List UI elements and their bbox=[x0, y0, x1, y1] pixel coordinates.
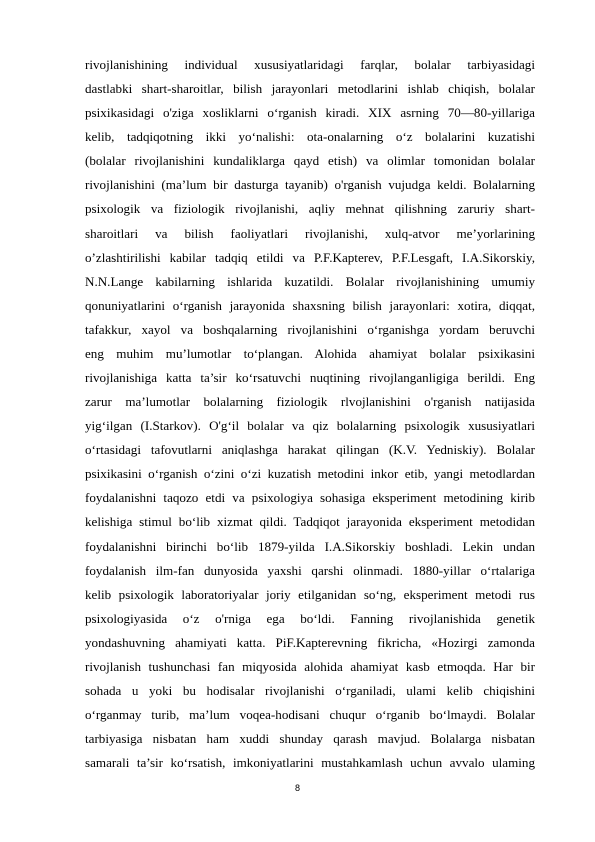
text-line: foydalanishni birinchi bo‘lib 1879-yilda I.A.Sikorskiy boshladi. Lekin undan bbox=[85, 538, 535, 554]
text-line: eng muhim mu’lumotlar to‘plangan. Alohida ahamiyat bolalar psixikasini bbox=[85, 345, 535, 361]
text-line: qonuniyatlarini o‘rganish jarayonida shaxsning bilish jarayonlari: xotira, diqqat, bbox=[85, 297, 535, 313]
text-line: foydalanishni taqozo etdi va psixologiya sohasiga eksperiment metodining kirib bbox=[85, 490, 535, 506]
text-line: kelishiga stimul bo‘lib xizmat qildi. Tadqiqot jarayonida eksperiment metodidan bbox=[85, 514, 535, 530]
body-text bbox=[85, 53, 535, 775]
text-line: rivojlanish tushunchasi fan miqyosida alohida ahamiyat kasb etmoqda. Har bir bbox=[85, 658, 535, 674]
text-line: samarali ta’sir ko‘rsatish, imkoniyatlarini mustahkamlash uchun avvalo ulaming bbox=[85, 755, 535, 771]
text-line: N.N.Lange kabilarning ishlarida kuzatildi. Bolalar rivojlanishining umumiy bbox=[85, 273, 535, 289]
text-line: (bolalar rivojlanishini kundaliklarga qayd etish) va olimlar tomonidan bolalar bbox=[85, 153, 535, 169]
text-line: dastlabki shart-sharoitlar, bilish jarayonlari metodlarini ishlab chiqish, bolalar bbox=[85, 81, 535, 97]
text-line: sharoitlari va bilish faoliyatlari rivojlanishi, xulq-atvor me’yorlarining bbox=[85, 225, 535, 241]
text-line: rivojlanishini (ma’lum bir dasturga tayanib) o'rganish vujudga keldi. Bolalarning bbox=[85, 177, 535, 193]
page-number: 8 bbox=[294, 783, 300, 793]
text-line: kelib psixologik laboratoriyalar joriy etilganidan so‘ng, eksperiment metodi rus bbox=[85, 586, 535, 602]
text-line: rivojlanishining individual xususiyatlaridagi farqlar, bolalar tarbiyasidagi bbox=[85, 57, 535, 72]
text-line: yondashuvning ahamiyati katta. PiF.Kapterevning fikricha, «Hozirgi zamonda bbox=[85, 634, 535, 650]
text-line: psixikasini o‘rganish o‘zini o‘zi kuzatish metodini inkor etib, yangi metodlardan bbox=[85, 466, 535, 482]
text-line: psixikasidagi o'ziga xosliklarni o‘rganish kiradi. XIX asrning 70—80-yillariga bbox=[85, 105, 535, 121]
text-line: o’zlashtirilishi kabilar tadqiq etildi va P.F.Kapterev, P.F.Lesgaft, I.A.Sikorskiy, bbox=[85, 249, 535, 265]
text-line: o‘rtasidagi tafovutlarni aniqlashga harakat qilingan (K.V. Yedniskiy). Bolalar bbox=[85, 442, 535, 458]
text-line: zarur ma’lumotlar bolalarning fiziologik rlvojlanishini o'rganish natijasida bbox=[85, 394, 535, 410]
text-line: o‘rganmay turib, ma’lum voqea-hodisani chuqur o‘rganib bo‘lmaydi. Bolalar bbox=[85, 707, 535, 723]
text-line: psixologiyasida o‘z o'rniga ega bo‘ldi. Fanning rivojlanishida genetik bbox=[85, 610, 535, 626]
text-line: foydalanish ilm-fan dunyosida yaxshi qarshi olinmadi. 1880-yillar o‘rtalariga bbox=[85, 562, 535, 578]
text-line: tarbiyasiga nisbatan ham xuddi shunday qarash mavjud. Bolalarga nisbatan bbox=[85, 731, 535, 747]
text-line: sohada u yoki bu hodisalar rivojlanishi o‘rganiladi, ulami kelib chiqishini bbox=[85, 683, 535, 699]
text-line: psixologik va fiziologik rivojlanishi, aqliy mehnat qilishning zaruriy shart- bbox=[85, 201, 535, 217]
text-line: kelib, tadqiqotning ikki yo‘nalishi: ota-onalarning o‘z bolalarini kuzatishi bbox=[85, 129, 535, 145]
text-line: tafakkur, xayol va boshqalarning rivojlanishini o‘rganishga yordam beruvchi bbox=[85, 321, 535, 337]
text-line: rivojlanishiga katta ta’sir ko‘rsatuvchi nuqtining rivojlanganligiga berildi. Eng bbox=[85, 370, 535, 386]
text-line: yig‘ilgan (I.Starkov). O'g‘il bolalar va qiz bolalarning psixologik xususiyatlari bbox=[85, 418, 535, 434]
